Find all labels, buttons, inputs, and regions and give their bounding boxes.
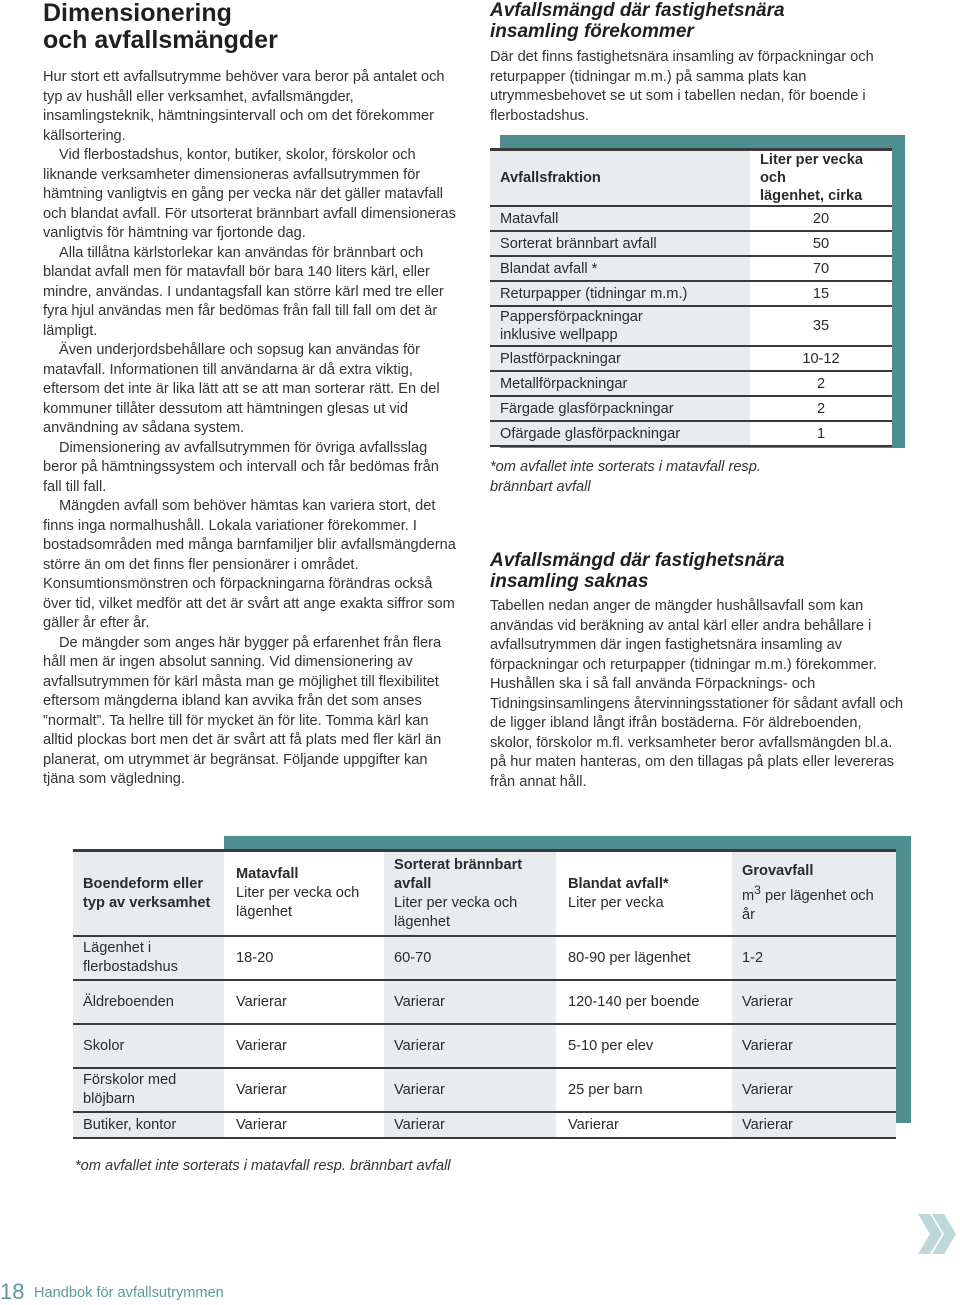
table-row bbox=[73, 1068, 896, 1112]
fraction-cell: Färgade glasförpackningar bbox=[490, 396, 750, 421]
fraction-cell: Ofärgade glasförpackningar bbox=[490, 421, 750, 446]
table-row bbox=[490, 256, 892, 281]
table-row bbox=[490, 371, 892, 396]
paragraph: Tabellen nedan anger de mängder hushållsavfall som kan användas vid beräkning av antal kärl eller andra behållare i avfallsutrymmen där ingen fastighetsnära insamling av förpackningar och returpapper (tidningar m.m.) förekommer. Hushållen ska i så fall använda Förpacknings- och Tidningsinsamlingens återvinningsstationer för sådant avfall och de ligger ibland långt ifrån bostäderna. För äldreboenden, skolor, förskolor m.fl. verksamheter beror avfallsmängden bl.a. på hur maten hanteras, om den tillagas på plats eller levereras från annat håll. bbox=[490, 598, 904, 790]
table-cell: 120-140 per boende bbox=[557, 980, 731, 1024]
header-cell bbox=[73, 851, 225, 937]
header-line: Liter per vecka och bbox=[760, 152, 864, 186]
table-cell: Varierar bbox=[225, 980, 383, 1024]
table-cell: Varierar bbox=[225, 1112, 383, 1138]
heading-line-2: insamling saknas bbox=[490, 571, 649, 592]
paragraph: Vid flerbostadshus, kontor, butiker, skolor, förskolor och liknande verksamheter dimensioneras avfallsutrymmen för hämtning vanligtvis en gång per vecka när det gäller matavfall och blandat avfall. För utsorterat brännbart avfall dimensioneras vanligtvis för hämtning var fjortonde dag. bbox=[43, 147, 456, 241]
header-bold: Grovavfall bbox=[742, 863, 814, 880]
table-row bbox=[490, 306, 892, 346]
heading-line-2: insamling förekommer bbox=[490, 21, 694, 42]
table-row bbox=[490, 206, 892, 231]
note-line: brännbart avfall bbox=[490, 478, 591, 495]
header-normal: per lägenhet och år bbox=[742, 887, 874, 923]
fraction-line: inklusive wellpapp bbox=[500, 327, 618, 343]
heading-line-1: Avfallsmängd där fastighetsnära bbox=[490, 550, 785, 571]
table-row bbox=[73, 980, 896, 1024]
section-text-without-collection bbox=[490, 597, 905, 792]
household-waste-table bbox=[73, 849, 896, 1139]
value-cell: 50 bbox=[750, 231, 892, 256]
header-cell bbox=[731, 851, 896, 937]
big-table-footnote: *om avfallet inte sorterats i matavfall resp. brännbart avfall bbox=[75, 1158, 451, 1174]
value-cell: 20 bbox=[750, 206, 892, 231]
table-cell: Varierar bbox=[225, 1068, 383, 1112]
paragraph: Där det finns fastighetsnära insamling av förpackningar och returpapper (tidningar m.m.) på samma plats kan utrymmesbehovet se ut som i tabellen nedan, för boende i flerbostadshus. bbox=[490, 49, 874, 124]
table-cell: 18-20 bbox=[225, 936, 383, 980]
table-row bbox=[490, 396, 892, 421]
table-cell: Äldreboenden bbox=[73, 980, 225, 1024]
header-cell bbox=[383, 851, 557, 937]
fraction-cell bbox=[490, 306, 750, 346]
paragraph: Hur stort ett avfallsutrymme behöver vara beror på antalet och typ av hushåll eller verksamhet, avfallsmängder, insamlingsteknik, hämtningsintervall och om det förekommer källsortering. bbox=[43, 69, 445, 144]
table-cell: Skolor bbox=[73, 1024, 225, 1068]
header-normal: Liter per vecka bbox=[568, 894, 664, 911]
header-cell bbox=[225, 851, 383, 937]
value-cell: 10-12 bbox=[750, 346, 892, 371]
paragraph: Alla tillåtna kärlstorlekar kan användas för brännbart och blandat avfall men för matavfall bör bara 140 liters kärl, eller mindre, användas. I undantagsfall kan större kärl med tre eller fyra hjul användas men får bedömas från fall till fall om det är lämpligt. bbox=[43, 244, 444, 339]
table-row bbox=[73, 1112, 896, 1138]
fraction-cell: Plastförpackningar bbox=[490, 346, 750, 371]
value-cell: 2 bbox=[750, 371, 892, 396]
header-fraction: Avfallsfraktion bbox=[490, 150, 750, 207]
table-cell: 60-70 bbox=[383, 936, 557, 980]
table-cell: Varierar bbox=[383, 980, 557, 1024]
value-cell: 35 bbox=[750, 306, 892, 346]
table-cell: Varierar bbox=[383, 1068, 557, 1112]
header-cell bbox=[557, 851, 731, 937]
table-row bbox=[490, 281, 892, 306]
table-header-row bbox=[73, 851, 896, 937]
double-chevron-right-icon[interactable] bbox=[916, 1212, 958, 1256]
header-normal: m bbox=[742, 887, 755, 904]
table-cell: 5-10 per elev bbox=[557, 1024, 731, 1068]
table-row bbox=[490, 231, 892, 256]
table-cell: 1-2 bbox=[731, 936, 896, 980]
table-cell: Varierar bbox=[731, 1024, 896, 1068]
table-row bbox=[73, 936, 896, 980]
header-normal: Liter per vecka och lägenhet bbox=[394, 894, 518, 930]
table-cell: Varierar bbox=[383, 1024, 557, 1068]
page-title bbox=[43, 0, 443, 54]
table-cell: Varierar bbox=[731, 980, 896, 1024]
paragraph: Även underjordsbehållare och sopsug kan användas för matavfall. Informationen till användarna är då extra viktig, eftersom det inte är lika lätt att se att man sorterar rätt. En del kommuner tillåter dessutom att hämtningen glesas ut vid användning av sådana system. bbox=[43, 342, 440, 436]
table-cell: Varierar bbox=[383, 1112, 557, 1138]
fraction-line: Pappersförpackningar bbox=[500, 309, 643, 325]
table-cell: Varierar bbox=[731, 1068, 896, 1112]
header-liters bbox=[750, 150, 892, 207]
header-bold: Blandat avfall* bbox=[568, 875, 669, 892]
header-line: lägenhet, cirka bbox=[760, 188, 863, 204]
table-row bbox=[490, 421, 892, 446]
header-bold: Matavfall bbox=[236, 866, 299, 882]
table-cell: Butiker, kontor bbox=[73, 1112, 225, 1138]
title-line-2: och avfallsmängder bbox=[43, 26, 278, 54]
table-cell: Förskolor med blöjbarn bbox=[73, 1068, 225, 1112]
fraction-cell: Returpapper (tidningar m.m.) bbox=[490, 281, 750, 306]
value-cell: 1 bbox=[750, 421, 892, 446]
fraction-cell: Metallförpackningar bbox=[490, 371, 750, 396]
fraction-cell: Sorterat brännbart avfall bbox=[490, 231, 750, 256]
footer-book-title: Handbok för avfallsutrymmen bbox=[34, 1285, 224, 1301]
title-line-1: Dimensionering bbox=[43, 0, 232, 27]
section-heading-without-collection bbox=[490, 550, 910, 592]
value-cell: 15 bbox=[750, 281, 892, 306]
section-text-with-collection bbox=[490, 48, 900, 126]
header-superscript: 3 bbox=[754, 883, 761, 898]
paragraph: Mängden avfall som behöver hämtas kan variera stort, det finns inga normalhushåll. Lokala variationer förekommer. I bostadsområden med många barnfamiljer blir avfallsmängderna större än om det finns fler pensionärer i området. Konsumtionsmönstren och förpackningarna förändras också över tid, vilket medför att det är svårt att ange exakta siffror som gäller år efter år. bbox=[43, 498, 456, 631]
left-body-text bbox=[43, 68, 458, 790]
fraction-volume-table bbox=[490, 148, 892, 447]
table-row bbox=[73, 1024, 896, 1068]
table-cell: Lägenhet i flerbostadshus bbox=[73, 936, 225, 980]
fraction-cell: Blandat avfall * bbox=[490, 256, 750, 281]
header-bold: Sorterat brännbart avfall bbox=[394, 856, 523, 892]
table-footnote bbox=[490, 458, 900, 497]
table-cell: 25 per barn bbox=[557, 1068, 731, 1112]
paragraph: Dimensionering av avfallsutrymmen för övriga avfallsslag beror på hämtningssystem och intervall och får bedömas från fall till fall. bbox=[43, 439, 439, 495]
header-normal: Liter per vecka och lägenhet bbox=[236, 885, 360, 920]
page-number: 18 bbox=[0, 1279, 25, 1304]
table-cell: Varierar bbox=[225, 1024, 383, 1068]
heading-line-1: Avfallsmängd där fastighetsnära bbox=[490, 0, 785, 21]
note-line: *om avfallet inte sorterats i matavfall resp. bbox=[490, 459, 761, 475]
value-cell: 2 bbox=[750, 396, 892, 421]
value-cell: 70 bbox=[750, 256, 892, 281]
table-header-row bbox=[490, 150, 892, 207]
table-cell: 80-90 per lägenhet bbox=[557, 936, 731, 980]
header-bold: Boendeform eller typ av verksamhet bbox=[83, 875, 211, 911]
paragraph: De mängder som anges här bygger på erfarenhet från flera håll men är ingen absolut sanning. Vid dimensionering av avfallsutrymmen för kärl måsta man ge möjlighet till flexibilitet eftersom mängderna ibland kan avvika från det som anses ”normalt”. Ta hellre till för mycket än för lite. Tomma kärl kan alltid plockas bort men det är svårt att få plats med fler kärl än planerat, om utrymmet är begränsat. Följande uppgifter kan tjäna som vägledning. bbox=[43, 634, 442, 787]
section-heading-with-collection bbox=[490, 0, 910, 42]
table-cell: Varierar bbox=[731, 1112, 896, 1138]
table-row bbox=[490, 346, 892, 371]
table-cell: Varierar bbox=[557, 1112, 731, 1138]
fraction-cell: Matavfall bbox=[490, 206, 750, 231]
